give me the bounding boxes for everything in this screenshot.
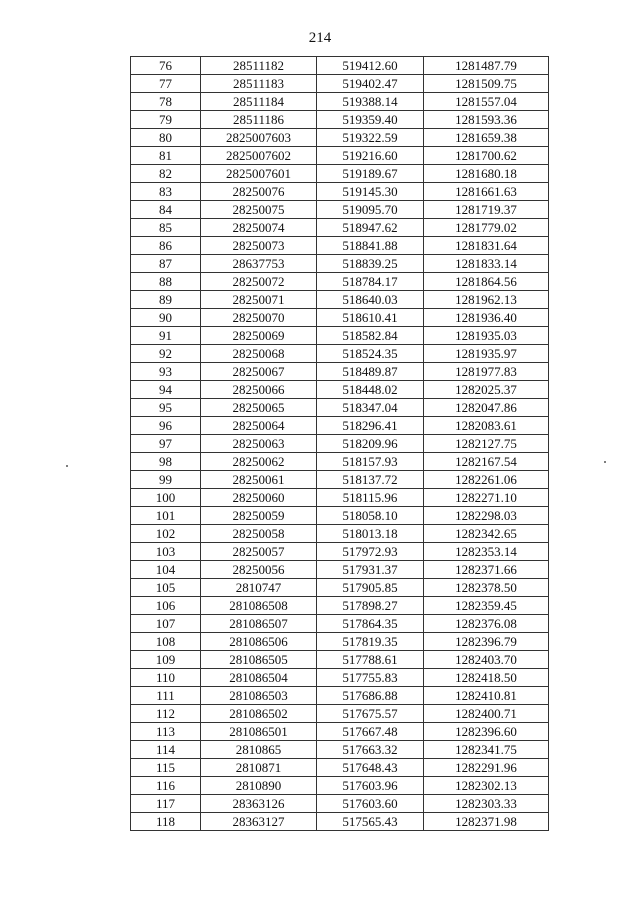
coordinate-y-cell: 1282302.13 (424, 777, 549, 795)
point-number-cell: 103 (131, 543, 201, 561)
coordinate-x-cell: 518489.87 (317, 363, 424, 381)
table-row (131, 651, 549, 669)
table-row (131, 57, 549, 75)
point-number-cell: 81 (131, 147, 201, 165)
coordinate-x-cell: 518058.10 (317, 507, 424, 525)
coordinate-x-cell: 517819.35 (317, 633, 424, 651)
coordinate-y-cell: 1282291.96 (424, 759, 549, 777)
point-id-cell: 28250056 (201, 561, 317, 579)
point-number-cell: 108 (131, 633, 201, 651)
coordinate-y-cell: 1281719.37 (424, 201, 549, 219)
table-row (131, 507, 549, 525)
table-row (131, 309, 549, 327)
table-row (131, 345, 549, 363)
coordinate-y-cell: 1282410.81 (424, 687, 549, 705)
point-id-cell: 28511186 (201, 111, 317, 129)
coordinate-x-cell: 518784.17 (317, 273, 424, 291)
coordinate-y-cell: 1282083.61 (424, 417, 549, 435)
table-row (131, 543, 549, 561)
coordinate-x-cell: 519322.59 (317, 129, 424, 147)
point-number-cell: 90 (131, 309, 201, 327)
coordinate-x-cell: 517931.37 (317, 561, 424, 579)
coordinate-x-cell: 518582.84 (317, 327, 424, 345)
table-row (131, 327, 549, 345)
page-number: 214 (308, 30, 332, 46)
point-id-cell: 28363127 (201, 813, 317, 831)
point-id-cell: 28250069 (201, 327, 317, 345)
point-number-cell: 89 (131, 291, 201, 309)
table-row (131, 165, 549, 183)
table-row (131, 705, 549, 723)
point-number-cell: 86 (131, 237, 201, 255)
coordinate-x-cell: 518347.04 (317, 399, 424, 417)
point-id-cell: 28250066 (201, 381, 317, 399)
point-id-cell: 281086502 (201, 705, 317, 723)
point-id-cell: 28250062 (201, 453, 317, 471)
table-row (131, 75, 549, 93)
point-id-cell: 281086505 (201, 651, 317, 669)
point-id-cell: 28250075 (201, 201, 317, 219)
table-row (131, 471, 549, 489)
point-number-cell: 95 (131, 399, 201, 417)
point-number-cell: 113 (131, 723, 201, 741)
table-row (131, 597, 549, 615)
table-row (131, 525, 549, 543)
coordinate-x-cell: 519095.70 (317, 201, 424, 219)
point-number-cell: 82 (131, 165, 201, 183)
coordinate-x-cell: 518610.41 (317, 309, 424, 327)
coordinate-y-cell: 1281831.64 (424, 237, 549, 255)
coordinate-x-cell: 519216.60 (317, 147, 424, 165)
coordinate-y-cell: 1282271.10 (424, 489, 549, 507)
point-number-cell: 88 (131, 273, 201, 291)
table-row (131, 237, 549, 255)
point-number-cell: 85 (131, 219, 201, 237)
coordinate-y-cell: 1281833.14 (424, 255, 549, 273)
coordinate-y-cell: 1282396.60 (424, 723, 549, 741)
point-id-cell: 28250065 (201, 399, 317, 417)
coordinate-y-cell: 1282353.14 (424, 543, 549, 561)
coordinate-y-cell: 1282303.33 (424, 795, 549, 813)
table-row (131, 111, 549, 129)
coordinate-x-cell: 518841.88 (317, 237, 424, 255)
coordinate-x-cell: 518524.35 (317, 345, 424, 363)
coordinate-x-cell: 518013.18 (317, 525, 424, 543)
table-row (131, 795, 549, 813)
point-number-cell: 105 (131, 579, 201, 597)
point-number-cell: 107 (131, 615, 201, 633)
coordinate-y-cell: 1281935.03 (424, 327, 549, 345)
coordinate-x-cell: 518137.72 (317, 471, 424, 489)
table-row (131, 93, 549, 111)
coordinate-x-cell: 518115.96 (317, 489, 424, 507)
table-row (131, 147, 549, 165)
point-id-cell: 28250067 (201, 363, 317, 381)
point-number-cell: 97 (131, 435, 201, 453)
coordinate-x-cell: 517603.60 (317, 795, 424, 813)
coordinate-y-cell: 1281659.38 (424, 129, 549, 147)
coordinate-x-cell: 517686.88 (317, 687, 424, 705)
point-id-cell: 28250074 (201, 219, 317, 237)
table-row (131, 669, 549, 687)
table-row (131, 435, 549, 453)
table-row (131, 633, 549, 651)
coordinate-y-cell: 1282341.75 (424, 741, 549, 759)
point-id-cell: 28250076 (201, 183, 317, 201)
point-number-cell: 84 (131, 201, 201, 219)
point-id-cell: 28250060 (201, 489, 317, 507)
table-row (131, 813, 549, 831)
coordinate-x-cell: 518947.62 (317, 219, 424, 237)
coordinate-x-cell: 517864.35 (317, 615, 424, 633)
point-id-cell: 28250058 (201, 525, 317, 543)
point-number-cell: 117 (131, 795, 201, 813)
coordinate-x-cell: 519402.47 (317, 75, 424, 93)
table-row (131, 291, 549, 309)
coordinate-y-cell: 1281864.56 (424, 273, 549, 291)
point-number-cell: 99 (131, 471, 201, 489)
coordinate-x-cell: 517898.27 (317, 597, 424, 615)
coordinate-y-cell: 1282359.45 (424, 597, 549, 615)
coordinate-y-cell: 1281936.40 (424, 309, 549, 327)
table-row (131, 363, 549, 381)
point-id-cell: 2825007601 (201, 165, 317, 183)
point-id-cell: 281086504 (201, 669, 317, 687)
coordinate-x-cell: 518209.96 (317, 435, 424, 453)
coordinate-x-cell: 517905.85 (317, 579, 424, 597)
point-number-cell: 114 (131, 741, 201, 759)
point-id-cell: 28250059 (201, 507, 317, 525)
coordinate-y-cell: 1282371.66 (424, 561, 549, 579)
coordinate-y-cell: 1281962.13 (424, 291, 549, 309)
point-id-cell: 28250070 (201, 309, 317, 327)
point-id-cell: 2810871 (201, 759, 317, 777)
coordinate-x-cell: 519412.60 (317, 57, 424, 75)
coordinate-y-cell: 1281977.83 (424, 363, 549, 381)
coordinate-x-cell: 519359.40 (317, 111, 424, 129)
point-number-cell: 92 (131, 345, 201, 363)
point-id-cell: 2810865 (201, 741, 317, 759)
coordinate-y-cell: 1282396.79 (424, 633, 549, 651)
point-number-cell: 96 (131, 417, 201, 435)
point-number-cell: 104 (131, 561, 201, 579)
point-number-cell: 116 (131, 777, 201, 795)
coordinate-y-cell: 1282403.70 (424, 651, 549, 669)
point-id-cell: 281086501 (201, 723, 317, 741)
point-id-cell: 28250061 (201, 471, 317, 489)
point-number-cell: 76 (131, 57, 201, 75)
point-id-cell: 28511183 (201, 75, 317, 93)
table-row (131, 183, 549, 201)
table-row (131, 255, 549, 273)
point-id-cell: 281086507 (201, 615, 317, 633)
coordinate-x-cell: 519145.30 (317, 183, 424, 201)
point-number-cell: 91 (131, 327, 201, 345)
point-id-cell: 28250064 (201, 417, 317, 435)
coordinate-y-cell: 1281661.63 (424, 183, 549, 201)
coordinate-x-cell: 519189.67 (317, 165, 424, 183)
point-number-cell: 83 (131, 183, 201, 201)
table-row (131, 489, 549, 507)
coordinate-x-cell: 518448.02 (317, 381, 424, 399)
coordinate-x-cell: 519388.14 (317, 93, 424, 111)
coordinate-x-cell: 517755.83 (317, 669, 424, 687)
coordinate-y-cell: 1282400.71 (424, 705, 549, 723)
table-row (131, 129, 549, 147)
coordinate-y-cell: 1282378.50 (424, 579, 549, 597)
table-row (131, 417, 549, 435)
point-number-cell: 111 (131, 687, 201, 705)
point-id-cell: 281086503 (201, 687, 317, 705)
point-number-cell: 79 (131, 111, 201, 129)
point-id-cell: 281086506 (201, 633, 317, 651)
coordinate-y-cell: 1281593.36 (424, 111, 549, 129)
coordinate-x-cell: 518157.93 (317, 453, 424, 471)
coordinate-x-cell: 518640.03 (317, 291, 424, 309)
coordinates-table (130, 56, 549, 831)
coordinate-y-cell: 1282371.98 (424, 813, 549, 831)
point-id-cell: 28250063 (201, 435, 317, 453)
table-row (131, 381, 549, 399)
table-row (131, 777, 549, 795)
coordinate-y-cell: 1282047.86 (424, 399, 549, 417)
point-id-cell: 28511182 (201, 57, 317, 75)
point-number-cell: 118 (131, 813, 201, 831)
coordinate-y-cell: 1282298.03 (424, 507, 549, 525)
point-number-cell: 112 (131, 705, 201, 723)
point-number-cell: 94 (131, 381, 201, 399)
coordinates-table-body (131, 57, 549, 831)
table-row (131, 615, 549, 633)
point-number-cell: 87 (131, 255, 201, 273)
coordinate-y-cell: 1281487.79 (424, 57, 549, 75)
coordinate-y-cell: 1282342.65 (424, 525, 549, 543)
coordinate-x-cell: 517667.48 (317, 723, 424, 741)
coordinate-x-cell: 518296.41 (317, 417, 424, 435)
point-id-cell: 28250057 (201, 543, 317, 561)
table-row (131, 219, 549, 237)
coordinate-y-cell: 1281680.18 (424, 165, 549, 183)
coordinate-x-cell: 517648.43 (317, 759, 424, 777)
coordinate-x-cell: 517675.57 (317, 705, 424, 723)
table-row (131, 687, 549, 705)
table-row (131, 759, 549, 777)
coordinate-x-cell: 517565.43 (317, 813, 424, 831)
point-number-cell: 80 (131, 129, 201, 147)
coordinate-y-cell: 1281557.04 (424, 93, 549, 111)
point-id-cell: 281086508 (201, 597, 317, 615)
coordinate-x-cell: 517788.61 (317, 651, 424, 669)
point-number-cell: 106 (131, 597, 201, 615)
point-id-cell: 2810890 (201, 777, 317, 795)
coordinate-y-cell: 1282167.54 (424, 453, 549, 471)
table-row (131, 723, 549, 741)
coordinate-y-cell: 1282376.08 (424, 615, 549, 633)
table-row (131, 453, 549, 471)
table-row (131, 561, 549, 579)
point-id-cell: 2810747 (201, 579, 317, 597)
coordinate-y-cell: 1282127.75 (424, 435, 549, 453)
coordinate-x-cell: 517972.93 (317, 543, 424, 561)
table-row (131, 399, 549, 417)
point-id-cell: 28511184 (201, 93, 317, 111)
coordinate-x-cell: 517603.96 (317, 777, 424, 795)
point-id-cell: 28250071 (201, 291, 317, 309)
coordinate-y-cell: 1282418.50 (424, 669, 549, 687)
point-number-cell: 115 (131, 759, 201, 777)
scan-speck (604, 461, 606, 463)
coordinate-y-cell: 1282025.37 (424, 381, 549, 399)
coordinate-x-cell: 517663.32 (317, 741, 424, 759)
point-id-cell: 28250068 (201, 345, 317, 363)
point-id-cell: 28250073 (201, 237, 317, 255)
coordinate-y-cell: 1281700.62 (424, 147, 549, 165)
point-number-cell: 98 (131, 453, 201, 471)
point-id-cell: 28363126 (201, 795, 317, 813)
table-row (131, 201, 549, 219)
coordinate-x-cell: 518839.25 (317, 255, 424, 273)
point-number-cell: 100 (131, 489, 201, 507)
table-row (131, 273, 549, 291)
coordinate-y-cell: 1281509.75 (424, 75, 549, 93)
point-id-cell: 28250072 (201, 273, 317, 291)
scan-speck (66, 465, 68, 467)
point-number-cell: 77 (131, 75, 201, 93)
coordinate-y-cell: 1282261.06 (424, 471, 549, 489)
point-id-cell: 2825007603 (201, 129, 317, 147)
point-number-cell: 109 (131, 651, 201, 669)
coordinate-y-cell: 1281935.97 (424, 345, 549, 363)
point-id-cell: 2825007602 (201, 147, 317, 165)
point-number-cell: 78 (131, 93, 201, 111)
coordinate-y-cell: 1281779.02 (424, 219, 549, 237)
point-number-cell: 93 (131, 363, 201, 381)
table-row (131, 741, 549, 759)
point-number-cell: 101 (131, 507, 201, 525)
point-number-cell: 102 (131, 525, 201, 543)
table-row (131, 579, 549, 597)
point-id-cell: 28637753 (201, 255, 317, 273)
point-number-cell: 110 (131, 669, 201, 687)
